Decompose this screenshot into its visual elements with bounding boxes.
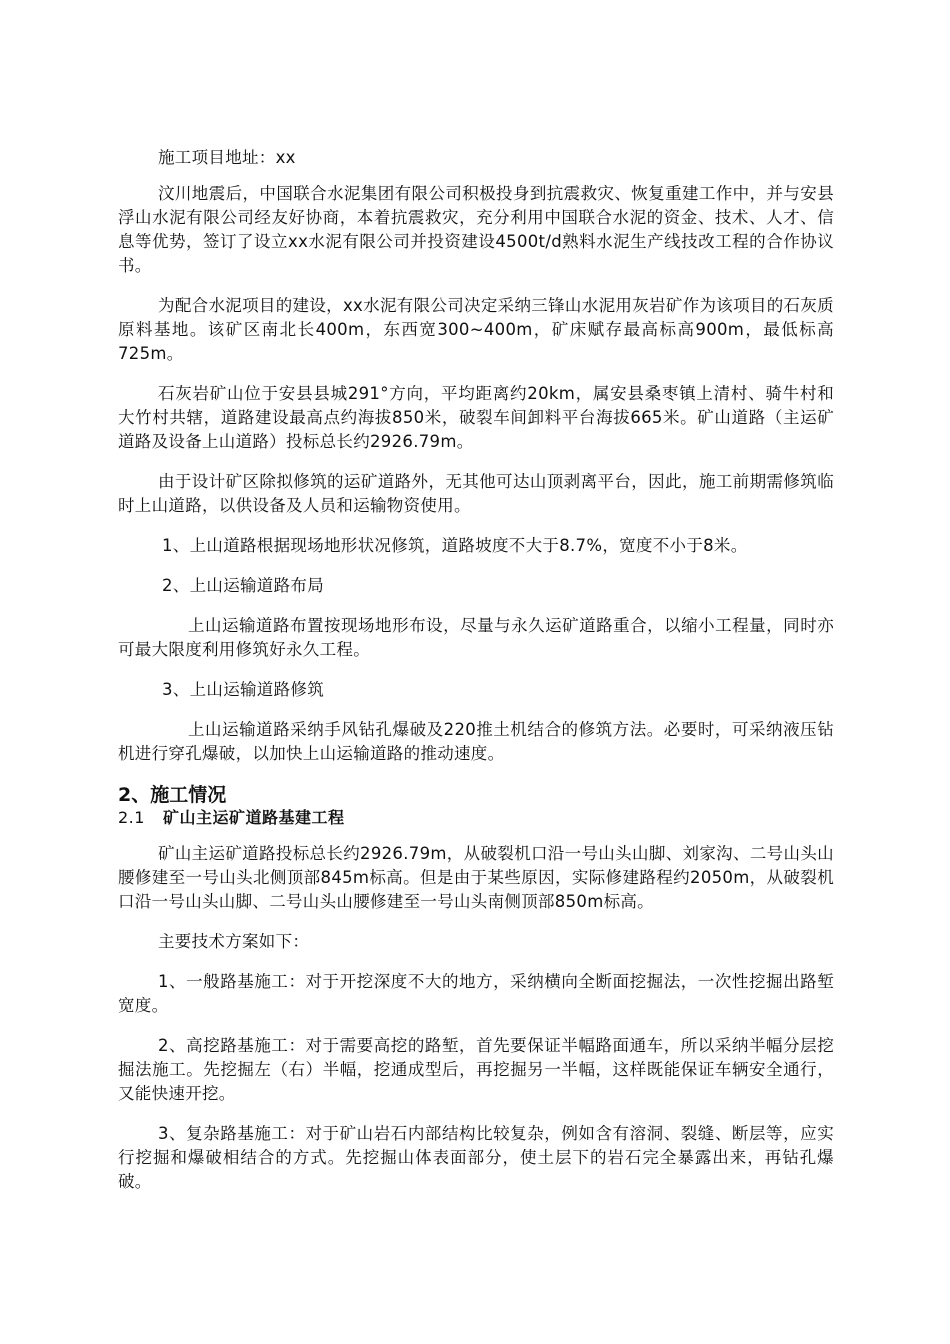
paragraph-road-layout-detail: 上山运输道路布置按现场地形布设，尽量与永久运矿道路重合，以缩小工程量，同时亦可最大限度利用修筑好永久工程。	[118, 616, 834, 659]
list-item-road-gradient: 1、上山道路根据现场地形状况修筑，道路坡度不大于8.7%，宽度不小于8米。	[162, 536, 748, 555]
paragraph-main-road: 矿山主运矿道路投标总长约2926.79m，从破裂机口沿一号山头山脚、刘家沟、二号山头山腰修建至一号山头北侧顶部845m标高。但是由于某些原因，实际修建路程约2050m，从破裂机口沿一号山头山脚、二号山头山腰修建至一号山头南侧顶部850m标高。	[118, 844, 834, 911]
paragraph-temporary-road: 由于设计矿区除拟修筑的运矿道路外，无其他可达山顶剥离平台，因此，施工前期需修筑临时上山道路，以供设备及人员和运输物资使用。	[118, 472, 834, 515]
subsection-title: 矿山主运矿道路基建工程	[162, 808, 345, 827]
subsection-heading	[118, 806, 834, 830]
list-item-complex-subgrade: 3、复杂路基施工：对于矿山岩石内部结构比较复杂，例如含有溶洞、裂缝、断层等，应实行挖掘和爆破相结合的方式。先挖掘山体表面部分，使土层下的岩石完全暴露出来，再钻孔爆破。	[118, 1124, 834, 1191]
paragraph-raw-material-base: 为配合水泥项目的建设，xx水泥有限公司决定采纳三锋山水泥用灰岩矿作为该项目的石灰质原料基地。该矿区南北长400m，东西宽300~400m，矿床赋存最高标高900m，最低标高725m。	[118, 296, 834, 363]
list-item-road-construction: 3、上山运输道路修筑	[162, 680, 324, 699]
document-page	[118, 146, 834, 1194]
list-item-high-cut-subgrade: 2、高挖路基施工：对于需要高挖的路堑，首先要保证半幅路面通车，所以采纳半幅分层挖掘法施工。先挖掘左（右）半幅，挖通成型后，再挖掘另一半幅，这样既能保证车辆安全通行，又能快速开挖。	[118, 1036, 834, 1103]
paragraph-technical-intro: 主要技术方案如下：	[158, 932, 310, 951]
paragraph-background: 汶川地震后，中国联合水泥集团有限公司积极投身到抗震救灾、恢复重建工作中，并与安县浮山水泥有限公司经友好协商，本着抗震救灾，充分利用中国联合水泥的资金、技术、人才、信息等优势，签订了设立xx水泥有限公司并投资建设4500t/d熟料水泥生产线技改工程的合作协议书。	[118, 184, 834, 275]
paragraph-mine-location: 石灰岩矿山位于安县县城291°方向，平均距离约20km，属安县桑枣镇上清村、骑牛村和大竹村共辖，道路建设最高点约海拔850米，破裂车间卸料平台海拔665米。矿山道路（主运矿道路及设备上山道路）投标总长约2926.79m。	[118, 384, 834, 451]
section-heading: 2、施工情况	[118, 784, 227, 806]
list-item-road-layout: 2、上山运输道路布局	[162, 576, 324, 595]
subsection-number: 2.1	[118, 808, 145, 827]
list-item-general-subgrade: 1、一般路基施工：对于开挖深度不大的地方，采纳横向全断面挖掘法，一次性挖掘出路堑宽度。	[118, 972, 834, 1015]
project-address: 施工项目地址：xx	[158, 148, 296, 167]
paragraph-road-construction-detail: 上山运输道路采纳手风钻孔爆破及220推土机结合的修筑方法。必要时，可采纳液压钻机进行穿孔爆破，以加快上山运输道路的推动速度。	[118, 720, 834, 763]
